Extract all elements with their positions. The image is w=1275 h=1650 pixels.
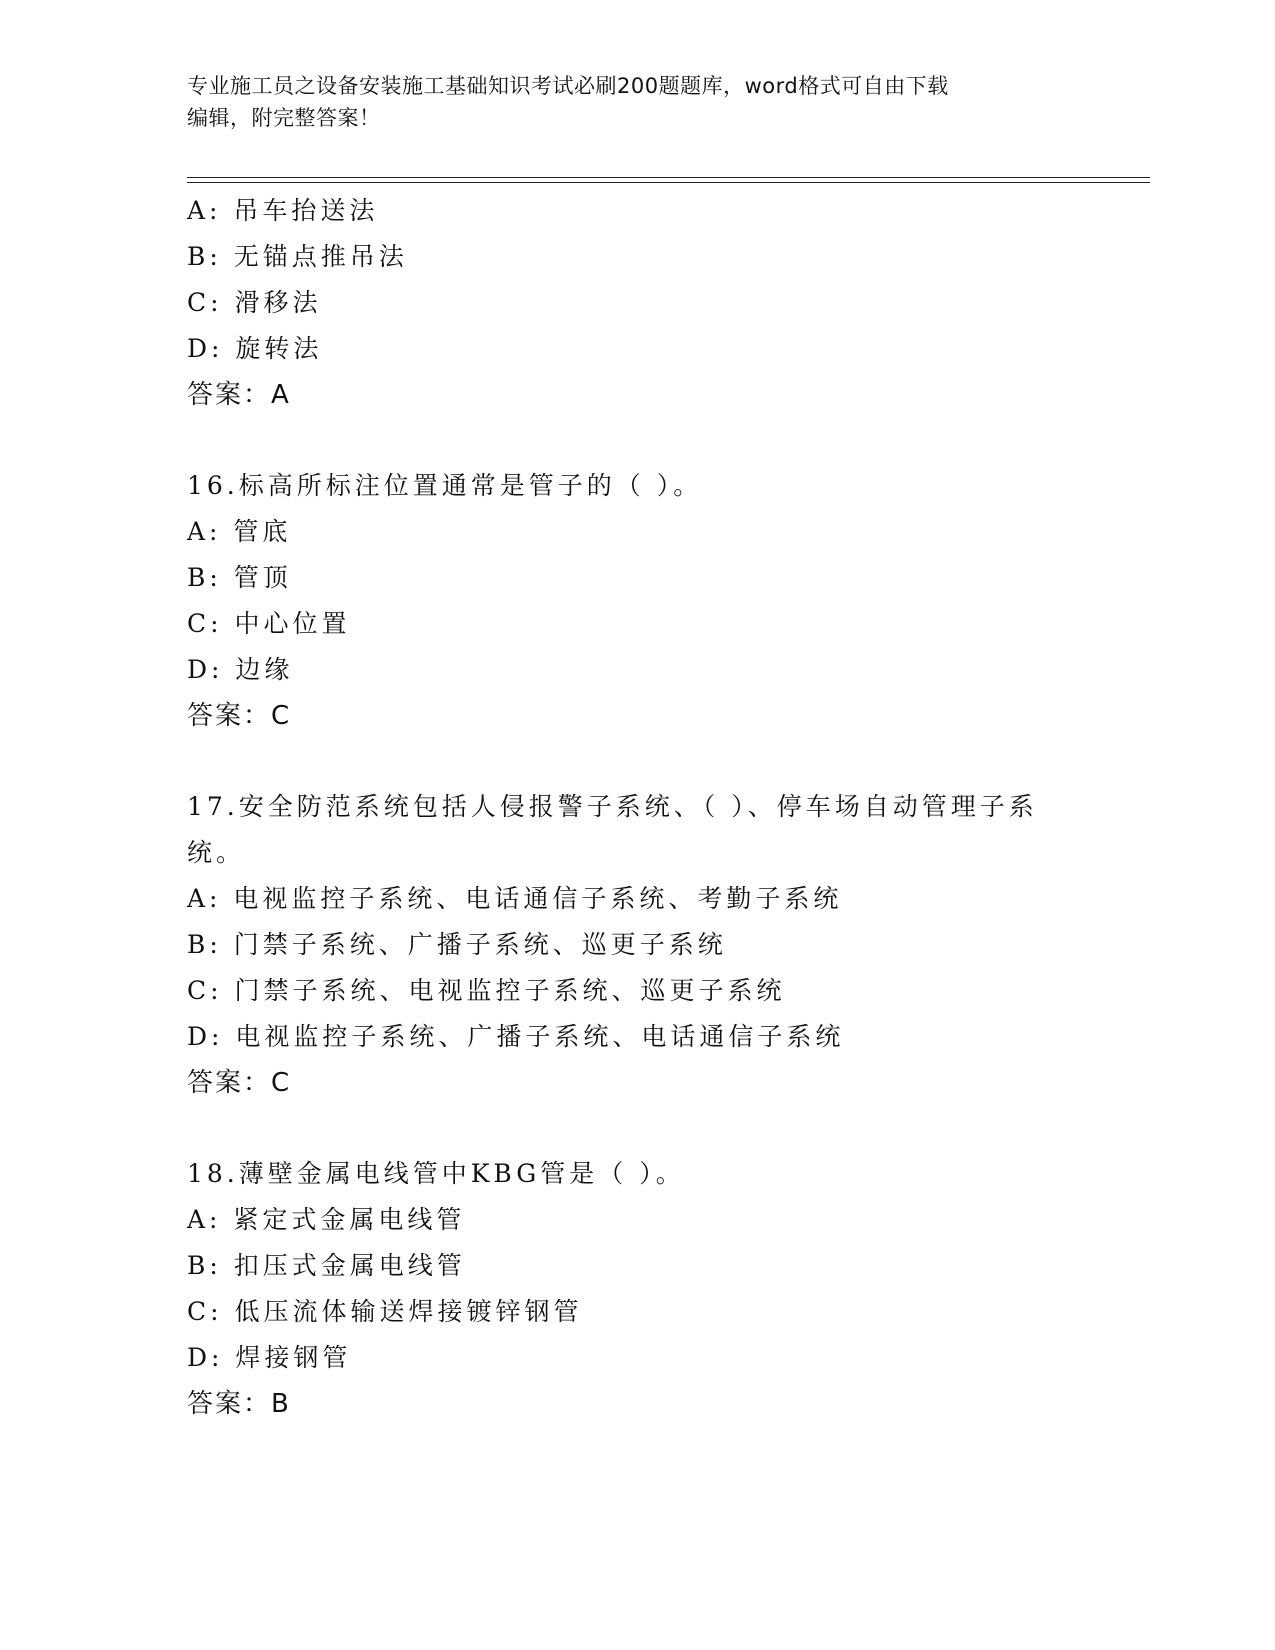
question-list [187,188,1147,1427]
q17-option-c: C: 门禁子系统、电视监控子系统、巡更子系统 [187,976,786,1005]
q17-option-b: B: 门禁子系统、广播子系统、巡更子系统 [187,930,727,959]
q16-option-a: A: 管底 [187,517,292,546]
spacer [187,739,1147,784]
q18-option-d: D: 焊接钢管 [187,1343,352,1372]
question-16-block [187,463,1147,739]
q18-option-b: B: 扣压式金属电线管 [187,1251,466,1280]
q15-option-c: C: 滑移法 [187,288,322,317]
q15-option-d: D: 旋转法 [187,334,323,363]
q17-answer: 答案：C [187,1068,292,1098]
q18-option-a: A: 紧定式金属电线管 [187,1205,466,1234]
question-17-block [187,784,1147,1106]
header-divider-top [187,177,1150,178]
question-15-block [187,188,1147,418]
q17-question-line2: 统。 [187,838,246,867]
q16-option-d: D: 边缘 [187,655,294,684]
q16-option-b: B: 管顶 [187,563,292,592]
q15-option-a: A: 吊车抬送法 [187,196,379,225]
q16-question: 16.标高所标注位置通常是管子的（ ）。 [187,471,703,500]
q18-question: 18.薄壁金属电线管中KBG管是（ ）。 [187,1159,685,1188]
header-title-line1: 专业施工员之设备安装施工基础知识考试必刷200题题库，word格式可自由下载 [187,74,949,98]
spacer [187,418,1147,463]
q17-question-line1: 17.安全防范系统包括人侵报警子系统、（ ）、停车场自动管理子系 [187,792,1038,821]
document-header [187,70,1087,134]
q16-option-c: C: 中心位置 [187,609,351,638]
q17-option-a: A: 电视监控子系统、电话通信子系统、考勤子系统 [187,884,843,913]
q18-answer: 答案：B [187,1389,291,1419]
spacer [187,1106,1147,1151]
q18-option-c: C: 低压流体输送焊接镀锌钢管 [187,1297,583,1326]
header-title-line2: 编辑，附完整答案！ [187,106,381,130]
header-divider-bottom [187,182,1150,183]
q17-option-d: D: 电视监控子系统、广播子系统、电话通信子系统 [187,1022,845,1051]
q16-answer: 答案：C [187,701,292,731]
question-18-block [187,1151,1147,1427]
q15-answer: 答案：A [187,380,291,410]
q15-option-b: B: 无锚点推吊法 [187,242,408,271]
